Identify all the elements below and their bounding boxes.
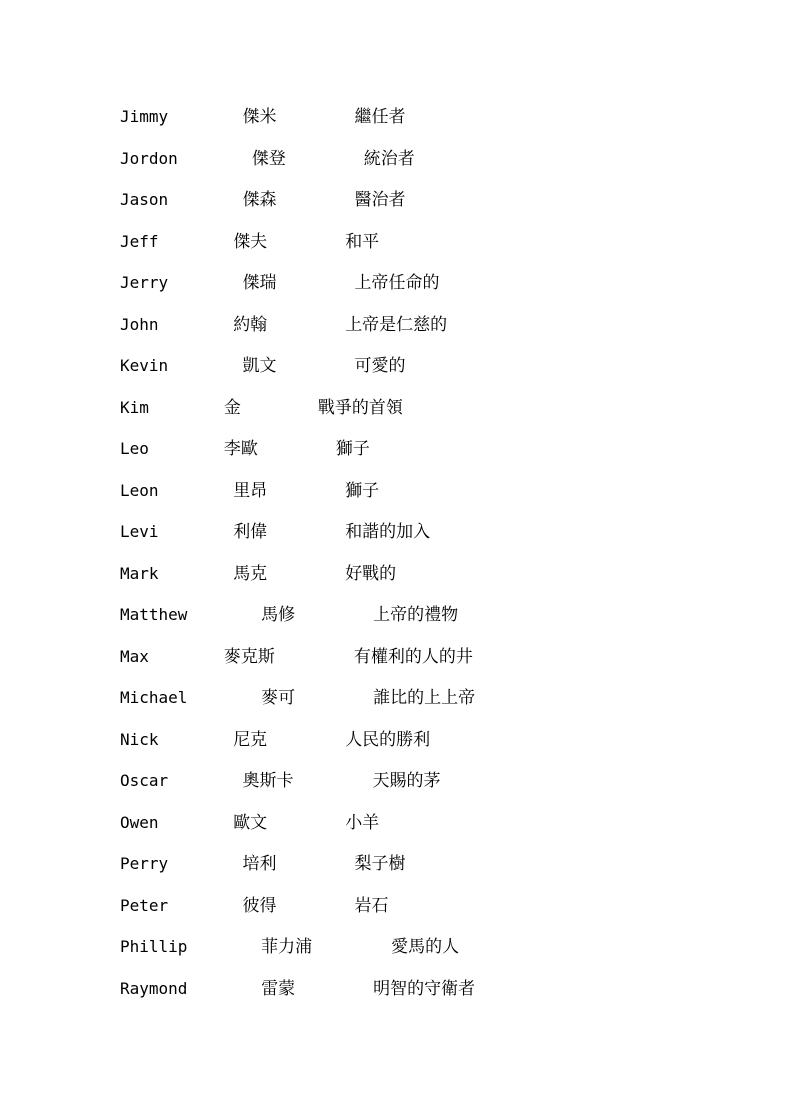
name-row bbox=[120, 851, 406, 877]
name-row bbox=[120, 602, 459, 628]
name-row bbox=[120, 395, 403, 421]
name-row bbox=[120, 270, 440, 296]
name-meaning: 明智的守衛者 bbox=[373, 978, 476, 999]
name-meaning: 誰比的上上帝 bbox=[373, 688, 476, 708]
chinese-name: 歐文 bbox=[233, 812, 268, 833]
name-row bbox=[120, 810, 380, 836]
name-meaning: 統治者 bbox=[363, 148, 415, 169]
name-meaning: 岩石 bbox=[354, 895, 389, 916]
name-row bbox=[120, 312, 448, 338]
english-name: Jimmy bbox=[120, 107, 169, 126]
name-meaning: 上帝的禮物 bbox=[373, 605, 459, 625]
chinese-name: 傑登 bbox=[251, 148, 286, 169]
english-name: Nick bbox=[120, 729, 159, 749]
name-meaning: 愛馬的人 bbox=[391, 937, 460, 957]
name-meaning: 可愛的 bbox=[354, 356, 406, 376]
name-row bbox=[120, 976, 476, 1002]
name-meaning: 繼任者 bbox=[354, 107, 406, 127]
name-meaning: 人民的勝利 bbox=[345, 729, 431, 750]
chinese-name: 里昂 bbox=[233, 480, 268, 501]
name-meaning: 醫治者 bbox=[354, 190, 406, 210]
name-row bbox=[120, 478, 380, 504]
english-name: Raymond bbox=[120, 978, 188, 998]
english-name: Kevin bbox=[120, 356, 169, 375]
name-meaning: 上帝任命的 bbox=[354, 273, 440, 293]
chinese-name: 傑米 bbox=[242, 107, 277, 127]
english-name: Jason bbox=[120, 190, 169, 209]
chinese-name: 金 bbox=[223, 397, 241, 418]
chinese-name: 馬克 bbox=[233, 563, 268, 584]
english-name: Michael bbox=[120, 688, 188, 707]
name-row bbox=[120, 893, 389, 919]
name-row bbox=[120, 768, 441, 794]
english-name: Leo bbox=[120, 439, 149, 458]
english-name: Levi bbox=[120, 522, 159, 541]
chinese-name: 傑森 bbox=[242, 190, 277, 210]
chinese-name: 約翰 bbox=[233, 314, 268, 335]
chinese-name: 雷蒙 bbox=[261, 978, 296, 999]
name-meaning: 戰爭的首領 bbox=[317, 397, 403, 418]
name-row bbox=[120, 353, 406, 379]
english-name: Kim bbox=[120, 397, 149, 417]
chinese-name: 凱文 bbox=[242, 356, 277, 376]
chinese-name: 傑瑞 bbox=[242, 273, 277, 293]
english-name: Oscar bbox=[120, 771, 169, 790]
name-meaning: 有權利的人的井 bbox=[353, 646, 473, 667]
chinese-name: 尼克 bbox=[233, 729, 268, 750]
chinese-name: 培利 bbox=[242, 854, 277, 874]
name-row bbox=[120, 685, 476, 711]
chinese-name: 李歐 bbox=[223, 439, 258, 459]
chinese-name: 麥可 bbox=[261, 688, 296, 708]
name-meaning: 梨子樹 bbox=[354, 854, 406, 874]
name-meaning: 和平 bbox=[345, 231, 380, 252]
name-meaning: 小羊 bbox=[345, 812, 380, 833]
chinese-name: 利偉 bbox=[233, 522, 268, 542]
name-row bbox=[120, 104, 406, 130]
name-meaning: 和諧的加入 bbox=[345, 522, 431, 542]
name-meaning: 上帝是仁慈的 bbox=[345, 314, 448, 335]
name-meaning: 獅子 bbox=[335, 439, 370, 459]
english-name: Jordon bbox=[120, 148, 178, 168]
english-name: Jeff bbox=[120, 231, 159, 251]
english-name: Max bbox=[120, 646, 149, 666]
chinese-name: 麥克斯 bbox=[223, 646, 275, 667]
chinese-name: 奧斯卡 bbox=[242, 771, 294, 791]
chinese-name: 馬修 bbox=[261, 605, 296, 625]
english-name: Leon bbox=[120, 480, 159, 500]
name-row bbox=[120, 187, 406, 213]
name-row bbox=[120, 436, 370, 462]
name-row bbox=[120, 727, 431, 753]
name-row bbox=[120, 644, 473, 670]
english-name: Phillip bbox=[120, 937, 188, 956]
name-meaning: 天賜的茅 bbox=[372, 771, 441, 791]
english-name: John bbox=[120, 314, 159, 334]
name-meaning: 好戰的 bbox=[345, 563, 397, 584]
english-name: Mark bbox=[120, 563, 159, 583]
chinese-name: 菲力浦 bbox=[261, 937, 313, 957]
english-name: Perry bbox=[120, 854, 169, 873]
english-name: Jerry bbox=[120, 273, 169, 292]
english-name: Owen bbox=[120, 812, 159, 832]
chinese-name: 傑夫 bbox=[233, 231, 268, 252]
name-meaning: 獅子 bbox=[345, 480, 380, 501]
name-row bbox=[120, 229, 380, 255]
chinese-name: 彼得 bbox=[242, 895, 277, 916]
english-name: Peter bbox=[120, 895, 169, 915]
name-row bbox=[120, 519, 431, 545]
english-name: Matthew bbox=[120, 605, 188, 624]
name-row bbox=[120, 561, 397, 587]
name-row bbox=[120, 934, 460, 960]
name-row bbox=[120, 146, 415, 172]
